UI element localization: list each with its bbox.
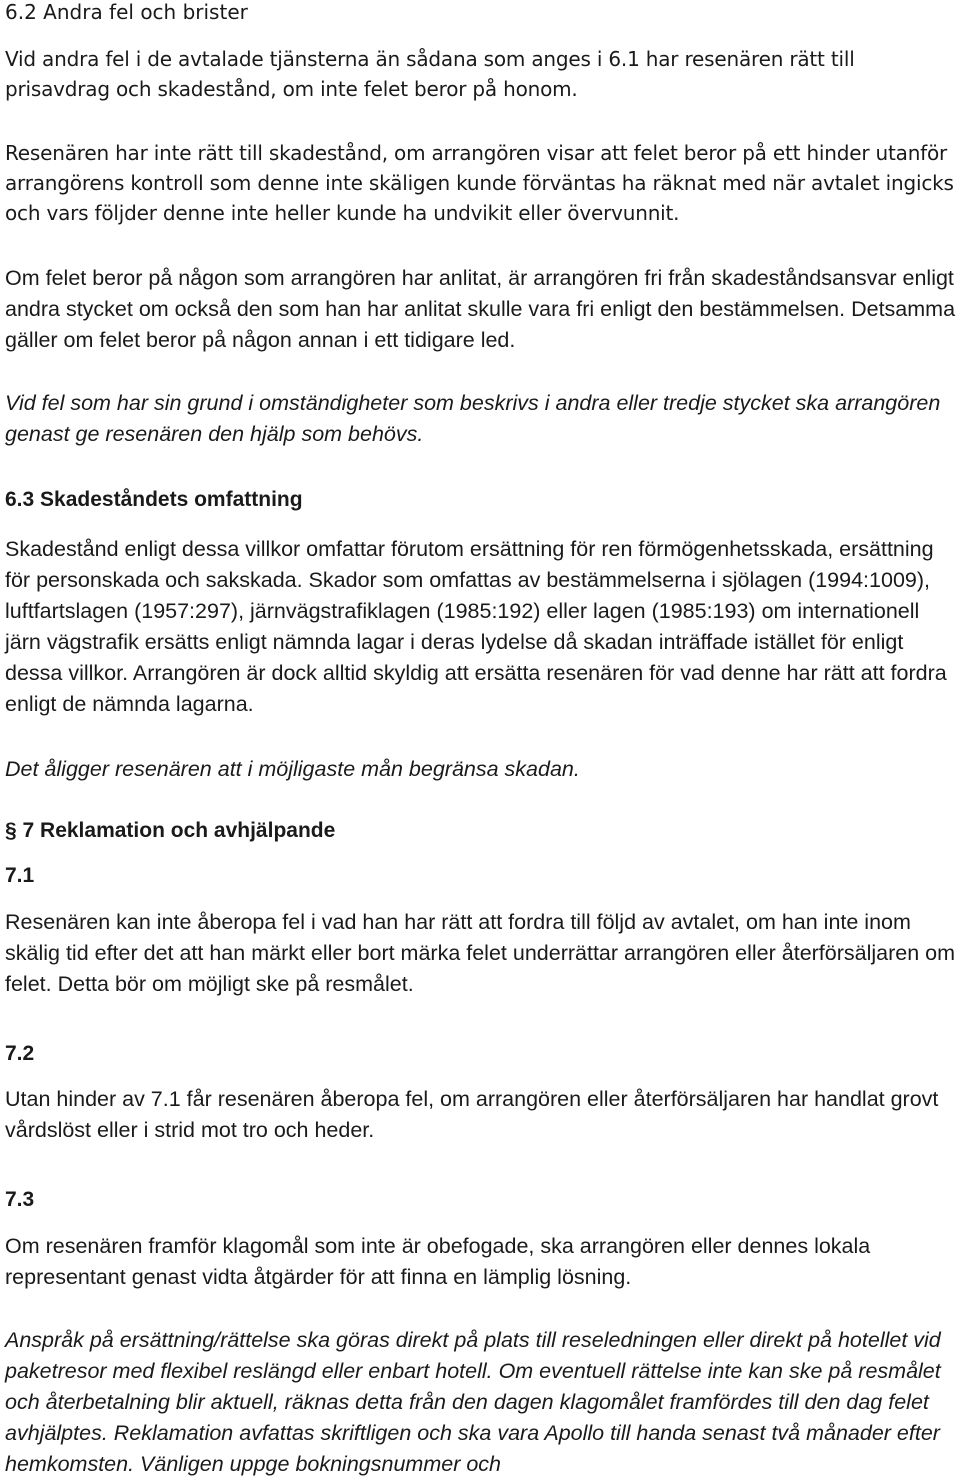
section-7-3-paragraph-1: Om resenären framför klagomål som inte är obefogade, ska arrangören eller dennes lokala representant genast vidta åtgärder för att finna en lämplig lösning.: [5, 1234, 871, 1289]
section-6-2-paragraph-3: [5, 263, 957, 356]
section-6-3-heading: 6.3 Skadeståndets omfattning: [5, 488, 303, 511]
section-7-2-heading: 7.2: [5, 1042, 35, 1065]
section-7-heading-text: 7 Reklamation och avhjälpande: [16, 819, 336, 842]
section-sign: §: [5, 819, 17, 842]
section-6-2-paragraph-4: Vid fel som har sin grund i omständigheter som beskrivs i andra eller tredje stycket ska arrangören genast ge resenären den hjälp som behövs.: [5, 391, 941, 446]
section-7-heading: [5, 816, 957, 846]
section-6-2-paragraph-3-tail: Detsamma gäller om felet beror på någon annan i ett tidigare led.: [5, 297, 956, 352]
section-6-3-paragraph-1: Skadestånd enligt dessa villkor omfattar förutom ersättning för ren förmögenhetsskada, ersättning för personskada och sakskada. Skador som omfattas av bestämmelserna i sjölagen (1994:1009), luftfartslagen (1957:297), järnvägstrafiklagen (1985:192) eller lagen (1985:193) om internationell järn vägstrafik ersätts enligt nämnda lagar i deras lydelse då skadan inträffade istället för enligt dessa villkor. Arrangören är dock alltid skyldig att ersätta resenären för vad denne har rätt att fordra enligt de nämnda lagarna.: [5, 537, 947, 716]
section-7-3-paragraph-2: Anspråk på ersättning/rättelse ska göras direkt på plats till reseledningen eller direkt på hotellet vid paketresor med flexibel reslängd eller enbart hotell. Om eventuell rättelse inte kan ske på resmålet och återbetalning blir aktuell, räknas detta från den dagen klagomålet framfördes till den dag felet avhjälptes. Reklamation avfattas skriftligen och ska vara Apollo till handa senast två månader efter hemkomsten. Vänligen uppge bokningsnummer och: [5, 1328, 941, 1476]
section-7-1-heading: 7.1: [5, 864, 35, 887]
section-6-3-paragraph-2: Det åligger resenären att i möjligaste mån begränsa skadan.: [5, 757, 580, 781]
section-7-3-heading: 7.3: [5, 1188, 35, 1211]
section-6-2-paragraph-1: Vid andra fel i de avtalade tjänsterna än sådana som anges i 6.1 har resenären rätt till prisavdrag och skadestånd, om inte felet beror på honom.: [5, 47, 855, 101]
section-6-2-paragraph-2: Resenären har inte rätt till skadestånd, om arrangören visar att felet beror på ett hinder utanför arrangörens kontroll som denne inte skäligen kunde förväntas ha räknat med när avtalet ingicks och vars följder denne inte heller kunde ha undvikit eller övervunnit.: [5, 141, 954, 225]
section-6-2-paragraph-3-main: Om felet beror på någon som arrangören har anlitat, är arrangören fri från skadeståndsansvar enligt andra stycket om också den som han har anlitat skulle vara fri enligt den bestämmelsen.: [5, 266, 954, 321]
section-7-2-paragraph: Utan hinder av 7.1 får resenären åberopa fel, om arrangören eller återförsäljaren har handlat grovt vårdslöst eller i strid mot tro och heder.: [5, 1087, 939, 1142]
section-6-2-heading: 6.2 Andra fel och brister: [5, 0, 248, 24]
section-7-1-paragraph: Resenären kan inte åberopa fel i vad han har rätt att fordra till följd av avtalet, om han inte inom skälig tid efter det att han märkt eller bort märka felet underrättar arrangören eller återförsäljaren om felet. Detta bör om möjligt ske på resmålet.: [5, 910, 956, 996]
